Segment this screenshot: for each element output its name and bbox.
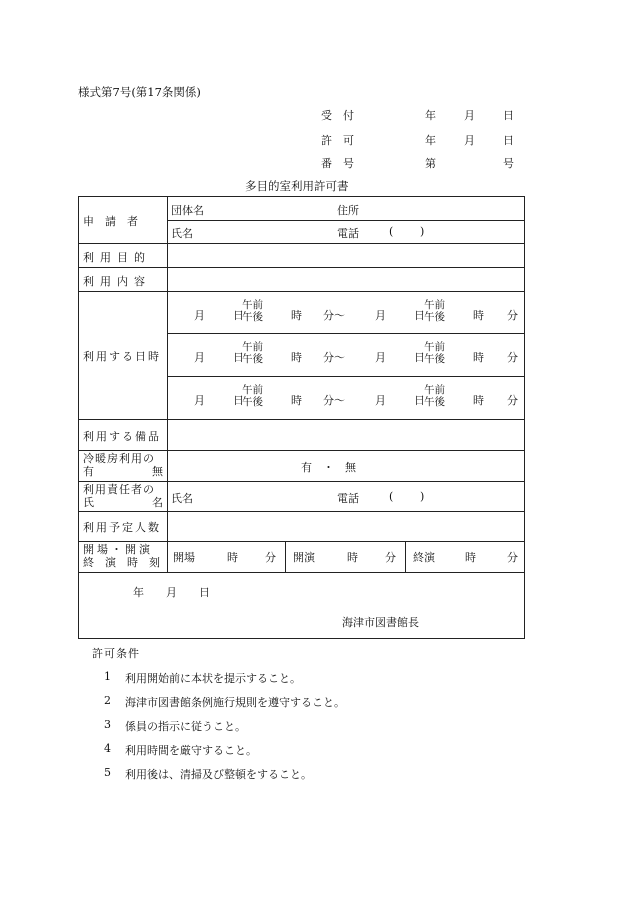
- date-day: 日: [233, 394, 244, 407]
- date-day-to: 日: [414, 351, 425, 364]
- am-label: 午前: [424, 299, 445, 311]
- row-divider: [79, 572, 524, 573]
- row-divider: [167, 333, 524, 334]
- date-hour: 時: [291, 309, 302, 322]
- number-go: 号: [503, 157, 514, 170]
- aircon-label-line1: 冷暖房利用の: [83, 452, 155, 465]
- ampm-selector-to: [424, 341, 445, 365]
- column-divider: [285, 541, 286, 572]
- date-day-to: 日: [414, 309, 425, 322]
- date-minute-from: 分～: [323, 309, 345, 322]
- date-month-to: 月: [375, 351, 386, 364]
- date-hour: 時: [291, 351, 302, 364]
- ampm-selector: [242, 299, 263, 323]
- am-label: 午前: [424, 384, 445, 396]
- headcount-label: 利用予定人数: [83, 521, 161, 534]
- manager-label-shi: 氏: [83, 496, 94, 509]
- date-day: 日: [233, 351, 244, 364]
- pm-label: 午後: [424, 311, 445, 323]
- manager-label: [83, 483, 163, 509]
- manager-label-line1: 利用責任者の: [83, 483, 155, 496]
- open-hour: 時: [227, 551, 238, 564]
- manager-phone-label: 電話: [337, 492, 359, 505]
- row-divider: [167, 376, 524, 377]
- manager-label-mei: 名: [152, 496, 163, 509]
- row-divider: [79, 243, 524, 244]
- ampm-selector: [242, 341, 263, 365]
- pm-label: 午後: [242, 311, 263, 323]
- permit-year: 年: [425, 134, 436, 147]
- form-code: 様式第7号(第17条関係): [78, 85, 201, 99]
- address-label: 住所: [337, 204, 359, 217]
- times-label: [83, 543, 171, 569]
- row-divider: [79, 291, 524, 292]
- date-minute-from: 分～: [323, 394, 345, 407]
- ampm-selector-to: [424, 299, 445, 323]
- applicant-label: [83, 213, 161, 229]
- manager-paren-close: ): [420, 490, 425, 503]
- purpose-label: 利用目的: [83, 251, 151, 264]
- aircon-label-no: 無: [152, 465, 163, 478]
- pm-label: 午後: [424, 396, 445, 408]
- applicant-paren-open: (: [389, 225, 394, 238]
- condition-text: 係員の指示に従うこと。: [125, 720, 246, 733]
- condition-text: 海津市図書館条例施行規則を遵守すること。: [125, 696, 345, 709]
- date-hour: 時: [291, 394, 302, 407]
- number-label: 番 号: [321, 157, 354, 170]
- date-month: 月: [194, 351, 205, 364]
- aircon-label-yes: 有: [83, 465, 94, 478]
- column-divider: [405, 541, 406, 572]
- start-minute: 分: [385, 551, 396, 564]
- date-hour-to: 時: [473, 394, 484, 407]
- receipt-day: 日: [503, 109, 514, 122]
- equipment-label: 利用する備品: [83, 430, 161, 443]
- date-day-to: 日: [414, 394, 425, 407]
- number-dai: 第: [425, 157, 436, 170]
- times-label-line2: 終演時刻: [83, 556, 171, 569]
- condition-number: 5: [104, 766, 111, 779]
- date-month-to: 月: [375, 309, 386, 322]
- manager-paren-open: (: [389, 490, 394, 503]
- receipt-year: 年: [425, 109, 436, 122]
- condition-text: 利用時間を厳守すること。: [125, 744, 257, 757]
- pm-label: 午後: [242, 353, 263, 365]
- manager-name-label: 氏名: [171, 492, 193, 505]
- pm-label: 午後: [424, 353, 445, 365]
- applicant-label-text: 申 請 者: [83, 215, 138, 228]
- condition-number: 2: [104, 694, 111, 707]
- applicant-name-label: 氏名: [171, 227, 193, 240]
- condition-number: 4: [104, 742, 111, 755]
- condition-number: 3: [104, 718, 111, 731]
- end-hour: 時: [465, 551, 476, 564]
- date-month: 月: [194, 309, 205, 322]
- date-hour-to: 時: [473, 351, 484, 364]
- times-label-line1: 開場・開演: [83, 543, 153, 556]
- row-divider: [79, 419, 524, 420]
- date-minute-to: 分: [507, 309, 518, 322]
- receipt-month: 月: [464, 109, 475, 122]
- row-divider: [79, 511, 524, 512]
- aircon-value[interactable]: 有 ・ 無: [301, 461, 356, 474]
- permit-month: 月: [464, 134, 475, 147]
- am-label: 午前: [242, 384, 263, 396]
- open-minute: 分: [265, 551, 276, 564]
- aircon-label: [83, 452, 163, 478]
- date-month: 月: [194, 394, 205, 407]
- pm-label: 午後: [242, 396, 263, 408]
- condition-text: 利用後は、清掃及び整頓をすること。: [125, 768, 312, 781]
- conditions-title: 許可条件: [92, 647, 140, 660]
- condition-text: 利用開始前に本状を提示すること。: [125, 672, 301, 685]
- am-label: 午前: [424, 341, 445, 353]
- row-divider: [79, 267, 524, 268]
- condition-number: 1: [104, 670, 111, 683]
- date-minute-to: 分: [507, 394, 518, 407]
- am-label: 午前: [242, 299, 263, 311]
- applicant-paren-close: ): [420, 225, 425, 238]
- permit-day: 日: [503, 134, 514, 147]
- row-divider: [167, 220, 524, 221]
- dates-label: 利用する日時: [83, 350, 161, 363]
- am-label: 午前: [242, 341, 263, 353]
- ampm-selector-to: [424, 384, 445, 408]
- row-divider: [79, 481, 524, 482]
- open-label: 開場: [173, 551, 195, 564]
- content-label: 利用内容: [83, 275, 151, 288]
- issuer-name: 海津市図書館長: [342, 616, 419, 629]
- row-divider: [79, 450, 524, 451]
- date-hour-to: 時: [473, 309, 484, 322]
- permit-table: [78, 196, 525, 639]
- permit-label: 許 可: [321, 134, 354, 147]
- date-minute-from: 分～: [323, 351, 345, 364]
- date-day: 日: [233, 309, 244, 322]
- date-minute-to: 分: [507, 351, 518, 364]
- column-divider: [167, 197, 168, 572]
- date-month-to: 月: [375, 394, 386, 407]
- receipt-label: 受 付: [321, 109, 354, 122]
- issue-date: 年 月 日: [133, 586, 210, 599]
- group-name-label: 団体名: [171, 204, 204, 217]
- ampm-selector: [242, 384, 263, 408]
- applicant-phone-label: 電話: [337, 227, 359, 240]
- start-label: 開演: [293, 551, 315, 564]
- end-minute: 分: [507, 551, 518, 564]
- row-divider: [79, 541, 524, 542]
- document-title: 多目的室利用許可書: [245, 179, 349, 193]
- start-hour: 時: [347, 551, 358, 564]
- end-label: 終演: [413, 551, 435, 564]
